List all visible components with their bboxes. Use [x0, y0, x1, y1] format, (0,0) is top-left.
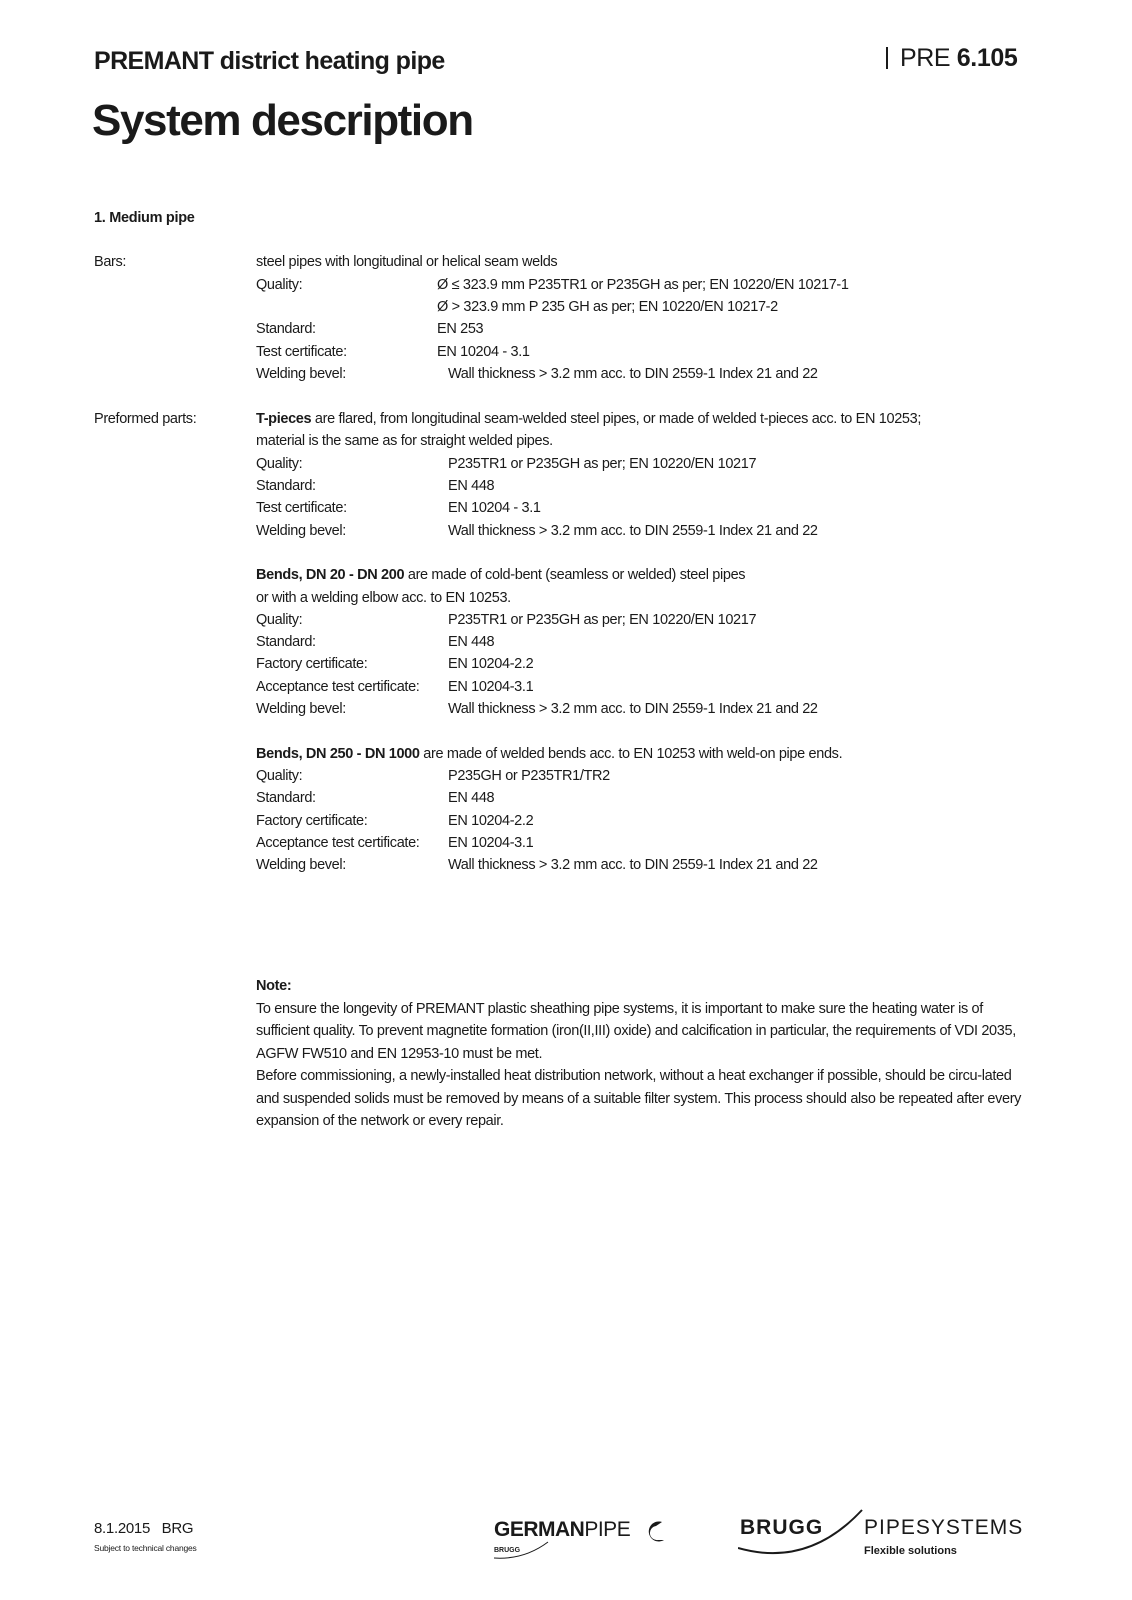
spec-value: Wall thickness > 3.2 mm acc. to DIN 2559-1 Index 21 and 22	[448, 366, 818, 382]
germanpipe-logo-sub: BRUGG	[494, 1547, 521, 1554]
pipesystems-logo-text: PIPESYSTEMS	[864, 1516, 1024, 1539]
spec-key: Factory certificate:	[256, 656, 368, 672]
spec-value: EN 448	[448, 478, 495, 494]
preformed-label: Preformed parts:	[94, 411, 197, 427]
germanpipe-logo-german: GERMAN	[494, 1518, 585, 1541]
spec-value: EN 448	[448, 790, 495, 806]
brugg-tagline: Flexible solutions	[864, 1545, 957, 1557]
spec-value: P235GH or P235TR1/TR2	[448, 768, 610, 784]
spec-value: Wall thickness > 3.2 mm acc. to DIN 2559-1 Index 21 and 22	[448, 523, 818, 539]
spec-key: Test certificate:	[256, 344, 347, 360]
bends-large-text: are made of welded bends acc. to EN 10253 with weld-on pipe ends.	[419, 746, 843, 762]
reference-number: 6.105	[956, 44, 1018, 72]
reference-prefix: PRE	[900, 44, 951, 72]
footer-date-value: 8.1.2015	[94, 1520, 150, 1537]
tpieces-text: are flared, from longitudinal seam-welded steel pipes, or made of welded t-pieces acc. to EN 10253;	[311, 411, 922, 427]
footer-code: BRG	[161, 1520, 194, 1537]
spec-key: Test certificate:	[256, 500, 347, 516]
germanpipe-logo-pipe: PIPE	[584, 1518, 631, 1541]
spec-value: EN 253	[437, 321, 484, 337]
footer-date	[94, 1520, 193, 1537]
bends-small-text: are made of cold-bent (seamless or welded) steel pipes	[404, 567, 746, 583]
bends-small-intro	[256, 567, 745, 584]
spec-key: Standard:	[256, 478, 316, 494]
germanpipe-swirl-icon	[649, 1521, 664, 1541]
bends-large-bold: Bends, DN 250 - DN 1000	[256, 746, 420, 762]
document-reference	[886, 44, 1018, 72]
document-subtitle: PREMANT district heating pipe	[94, 47, 445, 75]
spec-key: Welding bevel:	[256, 523, 346, 539]
bars-label: Bars:	[94, 254, 127, 270]
spec-value: EN 10204-2.2	[448, 813, 534, 829]
spec-key: Acceptance test certificate:	[256, 679, 420, 695]
spec-value: Wall thickness > 3.2 mm acc. to DIN 2559-1 Index 21 and 22	[448, 857, 818, 873]
spec-value: Ø ≤ 323.9 mm P235TR1 or P235GH as per; EN 10220/EN 10217-1	[437, 277, 849, 293]
spec-key: Quality:	[256, 277, 303, 293]
note-paragraph: Before commissioning, a newly-installed heat distribution network, without a heat exchanger if possible, should be circu-lated and suspended solids must be removed by means of a suitable filter system. This process should also be repeated after every expansion of the network or every repair.	[256, 1068, 1022, 1129]
spec-value: P235TR1 or P235GH as per; EN 10220/EN 10217	[448, 456, 757, 472]
bends-small-bold: Bends, DN 20 - DN 200	[256, 567, 405, 583]
spec-key: Welding bevel:	[256, 701, 346, 717]
bars-intro: steel pipes with longitudinal or helical seam welds	[256, 254, 558, 270]
spec-value: P235TR1 or P235GH as per; EN 10220/EN 10217	[448, 612, 757, 628]
spec-key: Quality:	[256, 768, 303, 784]
section-heading: 1. Medium pipe	[94, 210, 195, 226]
spec-value: EN 10204-3.1	[448, 679, 534, 695]
tpieces-bold: T-pieces	[256, 411, 312, 427]
spec-value: EN 10204 - 3.1	[448, 500, 541, 516]
spec-key: Quality:	[256, 612, 303, 628]
spec-value: EN 10204-2.2	[448, 656, 534, 672]
spec-key: Welding bevel:	[256, 366, 346, 382]
bends-large-intro	[256, 746, 842, 763]
germanpipe-logo	[494, 1512, 674, 1562]
spec-value: Wall thickness > 3.2 mm acc. to DIN 2559-1 Index 21 and 22	[448, 701, 818, 717]
spec-value: EN 10204-3.1	[448, 835, 534, 851]
note-block	[256, 975, 1036, 1133]
spec-key: Standard:	[256, 634, 316, 650]
svg-text:GERMANPIPE	[494, 1518, 631, 1541]
spec-key: Welding bevel:	[256, 857, 346, 873]
spec-value: EN 448	[448, 634, 495, 650]
note-paragraph: To ensure the longevity of PREMANT plastic sheathing pipe systems, it is important to make sure the heating water is of sufficient quality. To prevent magnetite formation (iron(II,III) oxide) and calcification in particular, the requirements of VDI 2035, AGFW FW510 and EN 12953-10 must be met.	[256, 1000, 1016, 1062]
page-title: System description	[92, 96, 473, 145]
bends-small-line2: or with a welding elbow acc. to EN 10253.	[256, 590, 511, 606]
spec-value: Ø > 323.9 mm P 235 GH as per; EN 10220/EN 10217-2	[437, 299, 778, 315]
brugg-logo-text: BRUGG	[740, 1516, 824, 1539]
spec-key: Acceptance test certificate:	[256, 835, 420, 851]
spec-key: Factory certificate:	[256, 813, 368, 829]
spec-key: Standard:	[256, 790, 316, 806]
spec-key: Standard:	[256, 321, 316, 337]
footer-disclaimer: Subject to technical changes	[94, 1543, 197, 1553]
tpieces-line2: material is the same as for straight welded pipes.	[256, 433, 553, 449]
brugg-pipesystems-logo	[738, 1508, 1044, 1564]
spec-value: EN 10204 - 3.1	[437, 344, 530, 360]
note-title: Note:	[256, 978, 292, 994]
tpieces-intro	[256, 411, 921, 428]
spec-key: Quality:	[256, 456, 303, 472]
